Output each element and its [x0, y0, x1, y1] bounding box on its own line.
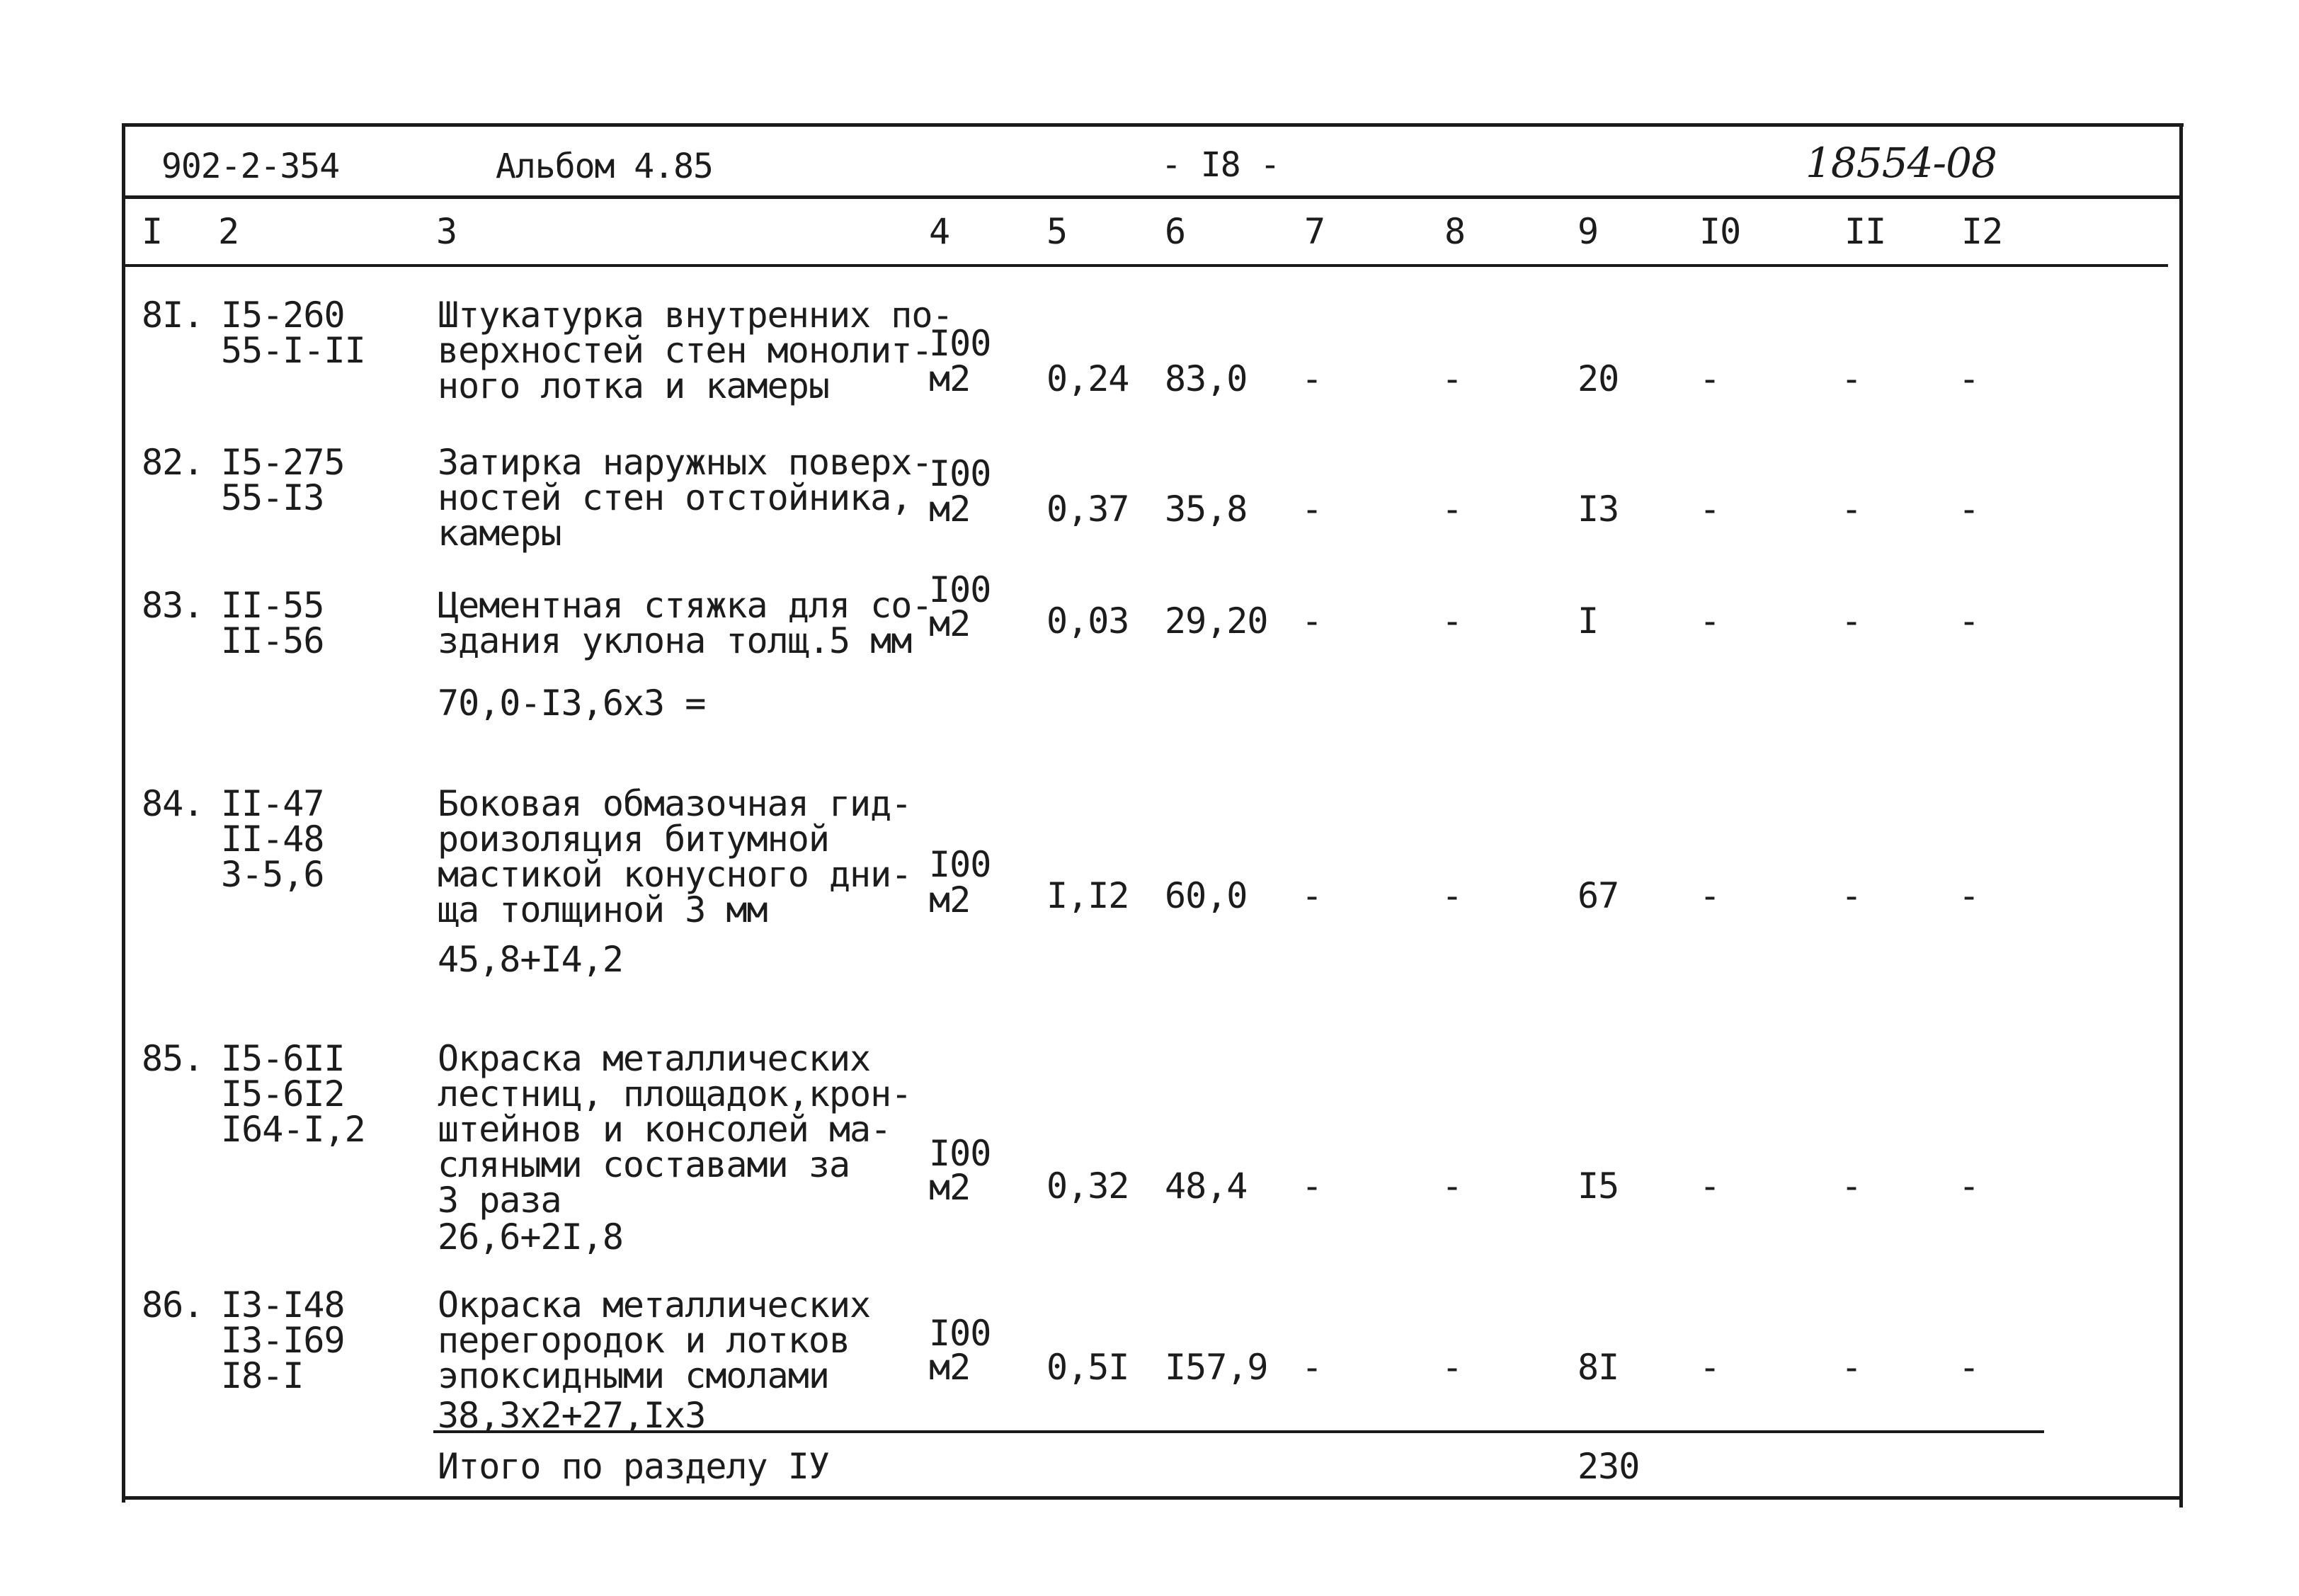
row-c8: - — [1442, 358, 1463, 399]
row-price: 60,0 — [1165, 875, 1248, 916]
document-code: 902-2-354 — [161, 147, 340, 186]
handwritten-number: 18554-08 — [1805, 139, 1997, 187]
page-number: - I8 - — [1161, 145, 1280, 185]
row-description: Боковая обмазочная гид- роизоляция битумной мастикой конусного дни- ща толщиной 3 мм — [438, 783, 912, 930]
row-c11: - — [1841, 489, 1862, 530]
row-c9: 67 — [1578, 875, 1619, 916]
row-c7: - — [1301, 358, 1323, 399]
row-c10: - — [1699, 1165, 1721, 1207]
row-c7: - — [1301, 600, 1323, 642]
row-codes: II-47 II-48 3-5,6 — [221, 783, 324, 895]
column-header-4: 4 — [929, 211, 950, 252]
column-header-divider — [122, 264, 2168, 267]
row-c11: - — [1841, 875, 1862, 916]
row-c8: - — [1442, 1165, 1463, 1207]
album-number: Альбом 4.85 — [496, 147, 713, 186]
row-price: 48,4 — [1165, 1165, 1248, 1207]
row-unit: м2 — [929, 1167, 971, 1208]
header-divider — [122, 195, 2182, 199]
row-c12: - — [1958, 489, 1980, 530]
row-unit: I00 — [929, 453, 991, 494]
column-header-6: 6 — [1165, 211, 1186, 252]
section-total-label: Итого по разделу IУ — [438, 1446, 829, 1487]
row-unit: I00 — [929, 1313, 991, 1354]
row-c10: - — [1699, 600, 1721, 642]
row-number: 82. — [142, 442, 204, 483]
row-c10: - — [1699, 489, 1721, 530]
row-codes: II-55 II-56 — [221, 585, 324, 661]
row-description: Окраска металлических лестниц, площадок,крон- штейнов и консолей ма- сляными составами за 3 раза — [438, 1038, 912, 1221]
column-header-8: 8 — [1444, 211, 1466, 252]
row-c12: - — [1958, 600, 1980, 642]
row-c9: 8I — [1578, 1347, 1619, 1388]
row-calculation: 38,3х2+27,Iх3 — [438, 1395, 706, 1436]
frame-left — [122, 123, 125, 1503]
row-price: I57,9 — [1165, 1347, 1268, 1388]
row-c7: - — [1301, 1165, 1323, 1207]
row-c12: - — [1958, 1165, 1980, 1207]
row-unit: м2 — [929, 358, 971, 399]
row-c7: - — [1301, 875, 1323, 916]
row-number: 83. — [142, 585, 204, 626]
frame-top — [122, 123, 2184, 127]
row-codes: I5-260 55-I-II — [221, 295, 365, 371]
row-price: 83,0 — [1165, 358, 1248, 399]
row-description: Штукатурка внутренних по- верхностей стен монолит- ного лотка и камеры — [438, 295, 953, 406]
row-c11: - — [1841, 1347, 1862, 1388]
row-quantity: 0,5I — [1046, 1347, 1129, 1388]
row-quantity: 0,24 — [1046, 358, 1129, 399]
column-header-10: I0 — [1699, 211, 1741, 252]
column-header-9: 9 — [1578, 211, 1599, 252]
row-quantity: 0,37 — [1046, 489, 1129, 530]
row-unit: I00 — [929, 569, 991, 610]
column-header-3: 3 — [436, 211, 457, 252]
row-c9: I3 — [1578, 489, 1619, 530]
row-quantity: 0,32 — [1046, 1165, 1129, 1207]
row-c12: - — [1958, 875, 1980, 916]
row-description: Цементная стяжка для со- здания уклона толщ.5 мм — [438, 585, 932, 661]
row-c8: - — [1442, 1347, 1463, 1388]
row-c9: 20 — [1578, 358, 1619, 399]
row-c8: - — [1442, 875, 1463, 916]
row-c11: - — [1841, 358, 1862, 399]
row-unit: м2 — [929, 1347, 971, 1388]
row-c11: - — [1841, 1165, 1862, 1207]
row-calculation: 26,6+2I,8 — [438, 1216, 623, 1258]
row-unit: м2 — [929, 879, 971, 920]
row-c8: - — [1442, 489, 1463, 530]
column-header-12: I2 — [1961, 211, 2003, 252]
row-c10: - — [1699, 875, 1721, 916]
row-codes: I5-275 55-I3 — [221, 442, 345, 518]
row-unit: I00 — [929, 844, 991, 885]
row-c8: - — [1442, 600, 1463, 642]
section-total-value: 230 — [1578, 1446, 1640, 1487]
row-description: Затирка наружных поверх- ностей стен отстойника, камеры — [438, 442, 932, 554]
row-number: 86. — [142, 1284, 204, 1326]
row-codes: I3-I48 I3-I69 I8-I — [221, 1284, 345, 1396]
row-codes: I5-6II I5-6I2 I64-I,2 — [221, 1038, 365, 1150]
row-unit: м2 — [929, 603, 971, 644]
column-header-7: 7 — [1304, 211, 1325, 252]
column-header-5: 5 — [1046, 211, 1068, 252]
row-quantity: I,I2 — [1046, 875, 1129, 916]
row-c11: - — [1841, 600, 1862, 642]
row-unit: м2 — [929, 489, 971, 530]
row-c10: - — [1699, 358, 1721, 399]
column-header-11: II — [1844, 211, 1886, 252]
row-calculation: 70,0-I3,6х3 = — [438, 683, 706, 724]
row-price: 29,20 — [1165, 600, 1268, 642]
row-calculation: 45,8+I4,2 — [438, 939, 623, 980]
row-unit: I00 — [929, 1133, 991, 1174]
row-c9: I5 — [1578, 1165, 1619, 1207]
row-c10: - — [1699, 1347, 1721, 1388]
row-c7: - — [1301, 1347, 1323, 1388]
row-unit: I00 — [929, 323, 991, 364]
column-header-1: I — [142, 211, 163, 252]
row-c7: - — [1301, 489, 1323, 530]
row-c12: - — [1958, 1347, 1980, 1388]
row-price: 35,8 — [1165, 489, 1248, 530]
column-header-2: 2 — [218, 211, 239, 252]
row-number: 84. — [142, 783, 204, 824]
row-description: Окраска металлических перегородок и лотков эпоксидными смолами — [438, 1284, 871, 1396]
frame-bottom — [122, 1496, 2182, 1500]
row-number: 8I. — [142, 295, 204, 336]
row-number: 85. — [142, 1038, 204, 1079]
row-c9: I — [1578, 600, 1599, 642]
frame-right — [2179, 123, 2183, 1507]
row-c12: - — [1958, 358, 1980, 399]
row-quantity: 0,03 — [1046, 600, 1129, 642]
